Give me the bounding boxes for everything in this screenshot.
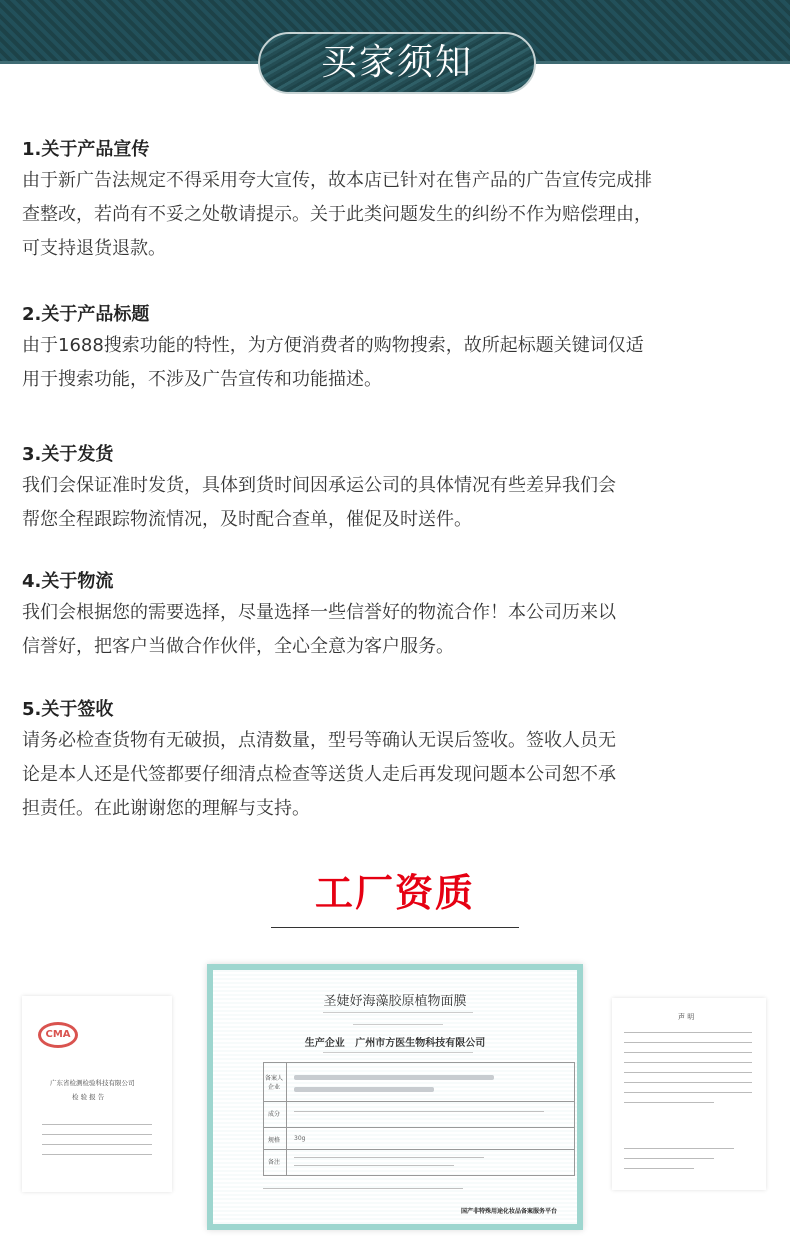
remarks-line: [294, 1165, 454, 1166]
table-column-divider: [286, 1063, 287, 1175]
row-label-remarks: 备注: [267, 1159, 280, 1166]
test-report-document: [22, 996, 172, 1192]
statement-line: [624, 1148, 734, 1149]
cma-logo: CMA: [38, 1022, 78, 1048]
notice-product-title: [22, 302, 762, 396]
notice-line: 帮您全程跟踪物流情况，及时配合查单，催促及时送件。: [22, 509, 472, 530]
certificate-table: [263, 1062, 575, 1176]
certificate-line: [263, 1188, 463, 1189]
manufacturer-name: 广州市方医生物科技有限公司: [355, 1038, 486, 1049]
notice-heading: 2.关于产品标题: [22, 304, 150, 325]
spec-value: 30g: [294, 1135, 306, 1142]
notice-shipping: [22, 442, 762, 536]
certificate-platform-footer: 国产非特殊用途化妆品备案服务平台: [461, 1208, 558, 1215]
statement-line: [624, 1042, 752, 1043]
row-label-spec: 规格: [267, 1137, 280, 1144]
statement-line: [624, 1158, 714, 1159]
notice-line: 论是本人还是代签都要仔细清点检查等送货人走后再发现问题本公司恕不承: [22, 764, 616, 785]
notice-heading: 4.关于物流: [22, 571, 114, 592]
row-label-filer: 备案人企业: [264, 1075, 283, 1091]
certificate-manufacturer: [213, 1034, 577, 1049]
report-line: [42, 1134, 152, 1135]
certificate-product-name: 圣婕妤海藻胶原植物面膜: [323, 994, 467, 1009]
notice-line: 信誉好，把客户当做合作伙伴，全心全意为客户服务。: [22, 636, 454, 657]
redacted-text: [294, 1087, 434, 1092]
notice-line: 我们会根据您的需要选择，尽量选择一些信誉好的物流合作！本公司历来以: [22, 602, 616, 623]
statement-line: [624, 1082, 752, 1083]
notice-line: 由于1688搜索功能的特性，为方便消费者的购物搜索，故所起标题关键词仅适: [22, 335, 644, 356]
report-title: 检 验 报 告: [72, 1093, 105, 1101]
notice-line: 查整改，若尚有不妥之处敬请提示。关于此类问题发生的纠纷不作为赔偿理由，: [22, 204, 652, 225]
cosmetic-filing-certificate: [207, 964, 583, 1230]
notice-line: 可支持退货退款。: [22, 238, 166, 259]
statement-line: [624, 1092, 752, 1093]
certificate-line: [353, 1024, 443, 1025]
statement-line: [624, 1072, 752, 1073]
manufacturer-label: 生产企业: [304, 1038, 345, 1049]
report-line: [42, 1154, 152, 1155]
lab-name: 广东省检测检验科技有限公司: [50, 1079, 135, 1087]
row-label-ingredients: 成分: [267, 1111, 280, 1118]
notice-logistics: [22, 569, 762, 663]
notice-heading: 1.关于产品宣传: [22, 139, 150, 160]
statement-line: [624, 1168, 694, 1169]
notice-receipt: [22, 697, 762, 825]
notice-line: 我们会保证准时发货，具体到货时间因承运公司的具体情况有些差异我们会: [22, 475, 616, 496]
statement-line: [624, 1032, 752, 1033]
report-line: [42, 1144, 152, 1145]
statement-heading: 声 明: [678, 1013, 695, 1021]
report-line: [42, 1124, 152, 1125]
table-row-divider: [264, 1127, 574, 1128]
notice-line: 请务必检查货物有无破损，点清数量，型号等确认无误后签收。签收人员无: [22, 730, 616, 751]
table-row-divider: [264, 1149, 574, 1150]
notice-product-promotion: [22, 137, 762, 265]
notice-heading: 5.关于签收: [22, 699, 114, 720]
factory-title: 工厂资质: [314, 871, 475, 915]
notice-line: 担责任。在此谢谢您的理解与支持。: [22, 798, 310, 819]
statement-line: [624, 1062, 752, 1063]
statement-line: [624, 1102, 714, 1103]
statement-document: [612, 998, 766, 1190]
redacted-text: [294, 1075, 494, 1080]
page-title: 买家须知: [258, 32, 536, 94]
table-row-divider: [264, 1101, 574, 1102]
ingredients-line: [294, 1111, 544, 1112]
notice-heading: 3.关于发货: [22, 444, 114, 465]
factory-title-underline: [271, 927, 519, 928]
remarks-line: [294, 1157, 484, 1158]
notice-line: 用于搜索功能，不涉及广告宣传和功能描述。: [22, 369, 382, 390]
certificate-line: [323, 1012, 473, 1013]
certificate-line: [323, 1052, 473, 1053]
notice-line: 由于新广告法规定不得采用夸大宣传，故本店已针对在售产品的广告宣传完成排: [22, 170, 652, 191]
statement-line: [624, 1052, 752, 1053]
